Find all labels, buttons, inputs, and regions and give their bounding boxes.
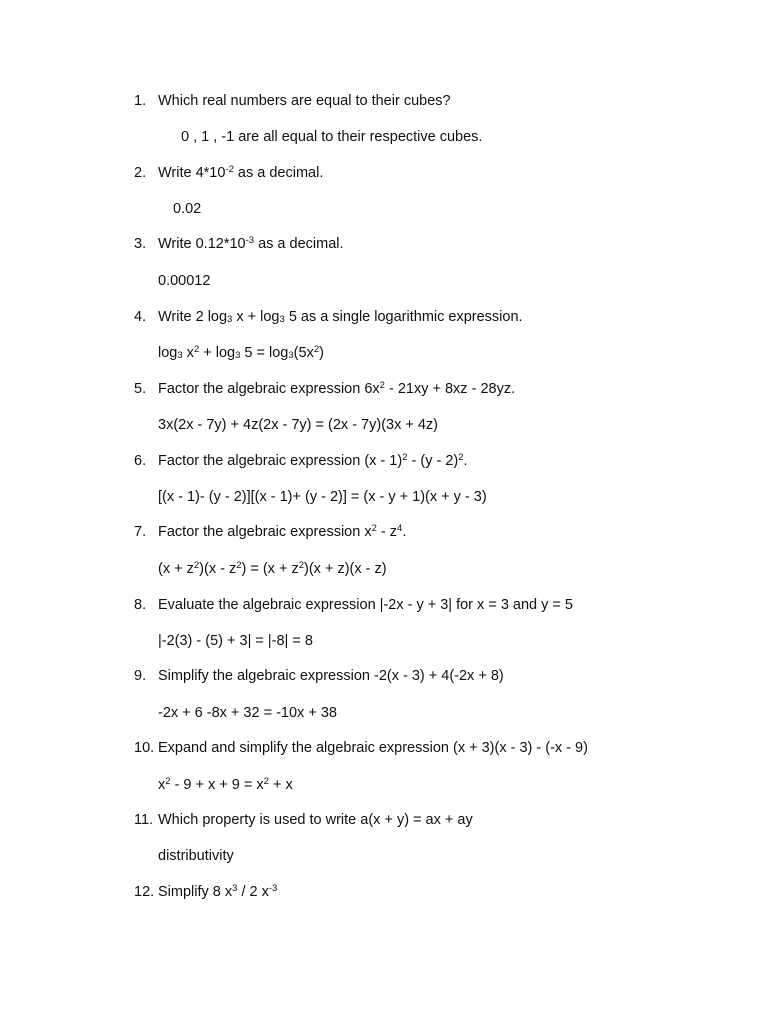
question-text: Write 2 $\log_3 x + \log_3 5$ as a single logarithmic expression.: [158, 309, 523, 325]
question-text: Write $4*10^{-2}$ as a decimal.: [158, 164, 324, 181]
answer-8: |-2(3) - (5) + 3| = |-8| = 8: [158, 633, 313, 649]
question-number: 9.: [134, 668, 147, 684]
answer-3: 0.00012: [158, 273, 211, 289]
question-text: Simplify the algebraic expression -2(x - 3) + 4(-2x + 8): [158, 668, 504, 684]
question-number: 1.: [134, 93, 147, 109]
question-number: 4.: [134, 309, 147, 325]
question-text: Which property is used to write a(x + y) = ax + ay: [158, 812, 473, 828]
question-text: Write $0.12*10^{-3}$ as a decimal.: [158, 235, 344, 252]
question-number: 3.: [134, 236, 147, 252]
answer-7: $(x + z^2)(x - z^2) = (x + z^2)(x + z)(x - z)$: [158, 560, 387, 577]
question-text: Expand and simplify the algebraic expression (x + 3)(x - 3) - (-x - 9): [158, 740, 588, 756]
answer-2: 0.02: [173, 201, 202, 217]
question-number: 6.: [134, 453, 147, 469]
question-number: 8.: [134, 597, 147, 613]
answer-4: $\log_3 x^2 + \log_3 5 = \log_3(5x^2)$: [158, 344, 324, 361]
question-number: 10.: [134, 740, 155, 756]
answer-11: distributivity: [158, 848, 234, 864]
question-number: 7.: [134, 524, 147, 540]
question-text: Simplify 8 $x^3 / 2$ $x^{-3}$: [158, 883, 278, 900]
answer-5: 3x(2x - 7y) + 4z(2x - 7y) = (2x - 7y)(3x + 4z): [158, 417, 439, 433]
answer-1: 0 , 1 , -1 are all equal to their respective cubes.: [181, 129, 483, 145]
question-number: 12.: [134, 884, 155, 900]
question-text: Factor the algebraic expression (x - 1)$^2$ - (y - 2)$^2$.: [158, 452, 468, 469]
answer-10: $x^2 - 9 + x + 9 = x^2 + x$: [158, 776, 293, 793]
question-text: Factor the algebraic expression $6x^2 - 21xy + 8xz - 28yz$.: [158, 380, 516, 397]
answer-9: -2x + 6 -8x + 32 = -10x + 38: [158, 705, 337, 721]
question-number: 2.: [134, 165, 147, 181]
answer-6: [(x - 1)- (y - 2)][(x - 1)+ (y - 2)] = (x - y + 1)(x + y - 3): [158, 489, 487, 505]
question-text: Evaluate the algebraic expression |-2x - y + 3| for x = 3 and y = 5: [158, 597, 573, 613]
question-number: 11.: [134, 812, 154, 828]
question-number: 5.: [134, 381, 147, 397]
question-text: Which real numbers are equal to their cubes?: [158, 93, 451, 109]
question-text: Factor the algebraic expression $x^2 - z^4$.: [158, 523, 407, 540]
